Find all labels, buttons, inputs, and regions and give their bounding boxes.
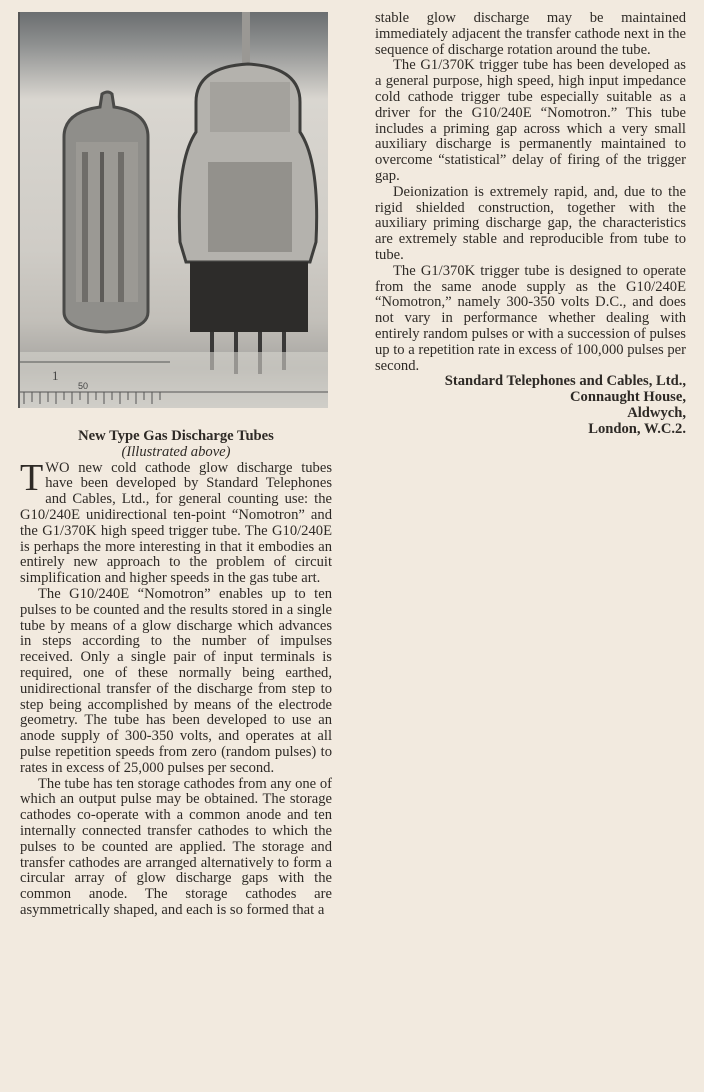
paragraph: Deionization is extremely rapid, and, due to the rigid shielded construction, together with the auxiliary priming discharge gap, the characteristics are extremely stable and reproducible from tube to tube. — [375, 183, 686, 263]
signature-building: Connaught House, — [570, 389, 686, 406]
drop-cap: T — [20, 456, 44, 499]
right-column — [375, 11, 686, 438]
paragraph: The G1/370K trigger tube has been developed as a general purpose, high speed, high input impedance cold cathode trigger tube especially suitable as a driver for the G10/240E “Nomotron.” This tube includes a priming gap across which a very small auxiliary discharge is permanently maintained to overcome “statistical” delay of firing of the trigger gap. — [375, 57, 686, 184]
ruler-label-1: 1 — [52, 368, 59, 383]
signature-block — [375, 374, 686, 437]
ruler — [20, 352, 328, 408]
paragraph: The tube has ten storage cathodes from any one of which an output pulse may be obtained. The storage cathodes co-operate with a common anode and ten internally connected transfer cathodes to which the pulses to be counted are applied. The storage and transfer cathodes are arranged alternatively to form a circular array of glow discharge gaps with the common anode. The storage cathodes are asymmetrically shaped, and each is so formed that a — [20, 775, 332, 918]
signature-city: London, W.C.2. — [588, 420, 686, 437]
ruler-label-50: 50 — [78, 381, 89, 391]
article-title: New Type Gas Discharge Tubes — [78, 428, 274, 444]
trigger-tube — [179, 12, 316, 374]
paragraph: The G10/240E “Nomotron” enables up to ten pulses to be counted and the results stored in a single tube by means of a glow discharge which advances in steps according to the number of impulses received. Only a single pair of input terminals is required, one of these normally being earthed, unidirectional transfer of the discharge from step to step being accomplished by means of the electrode geometry. The tube has been developed to use an anode supply of 300-350 volts, and operates at all pulse repetition speeds from zero (random pulses) to rates in excess of 25,000 pulses per second. — [20, 585, 332, 776]
tubes-photograph — [18, 12, 328, 408]
paragraph: stable glow discharge may be maintained immediately adjacent the transfer cathode next in the sequence of discharge rotation around the tube. — [375, 10, 686, 58]
nomotron-tube — [64, 92, 148, 332]
paragraph: The G1/370K trigger tube is designed to operate from the same anode supply as the G10/240E “Nomotron,” namely 300-350 volts D.C., and does not vary in performance whether dealing with entirely random pulses or with a succession of pulses up to a repetition rate in excess of 100,000 pulses per second. — [375, 262, 686, 374]
signature-company: Standard Telephones and Cables, Ltd., — [444, 373, 686, 390]
photo-illustration — [20, 12, 328, 408]
left-column — [20, 429, 332, 919]
signature-street: Aldwych, — [627, 404, 686, 421]
paragraph-text: WO new cold cathode glow discharge tubes have been developed by Standard Telephones and Cables, Ltd., for general counting use: the G10/240E unidirectional ten-point “Nomotron” and the G1/370K high speed trigger tube. The G10/240E is perhaps the more interesting in that it embodies an entirely new approach to the problem of circuit simplification and higher speeds in the gas tube art. — [20, 459, 332, 587]
paragraph — [20, 456, 332, 587]
article-subtitle: (Illustrated above) — [121, 443, 231, 460]
